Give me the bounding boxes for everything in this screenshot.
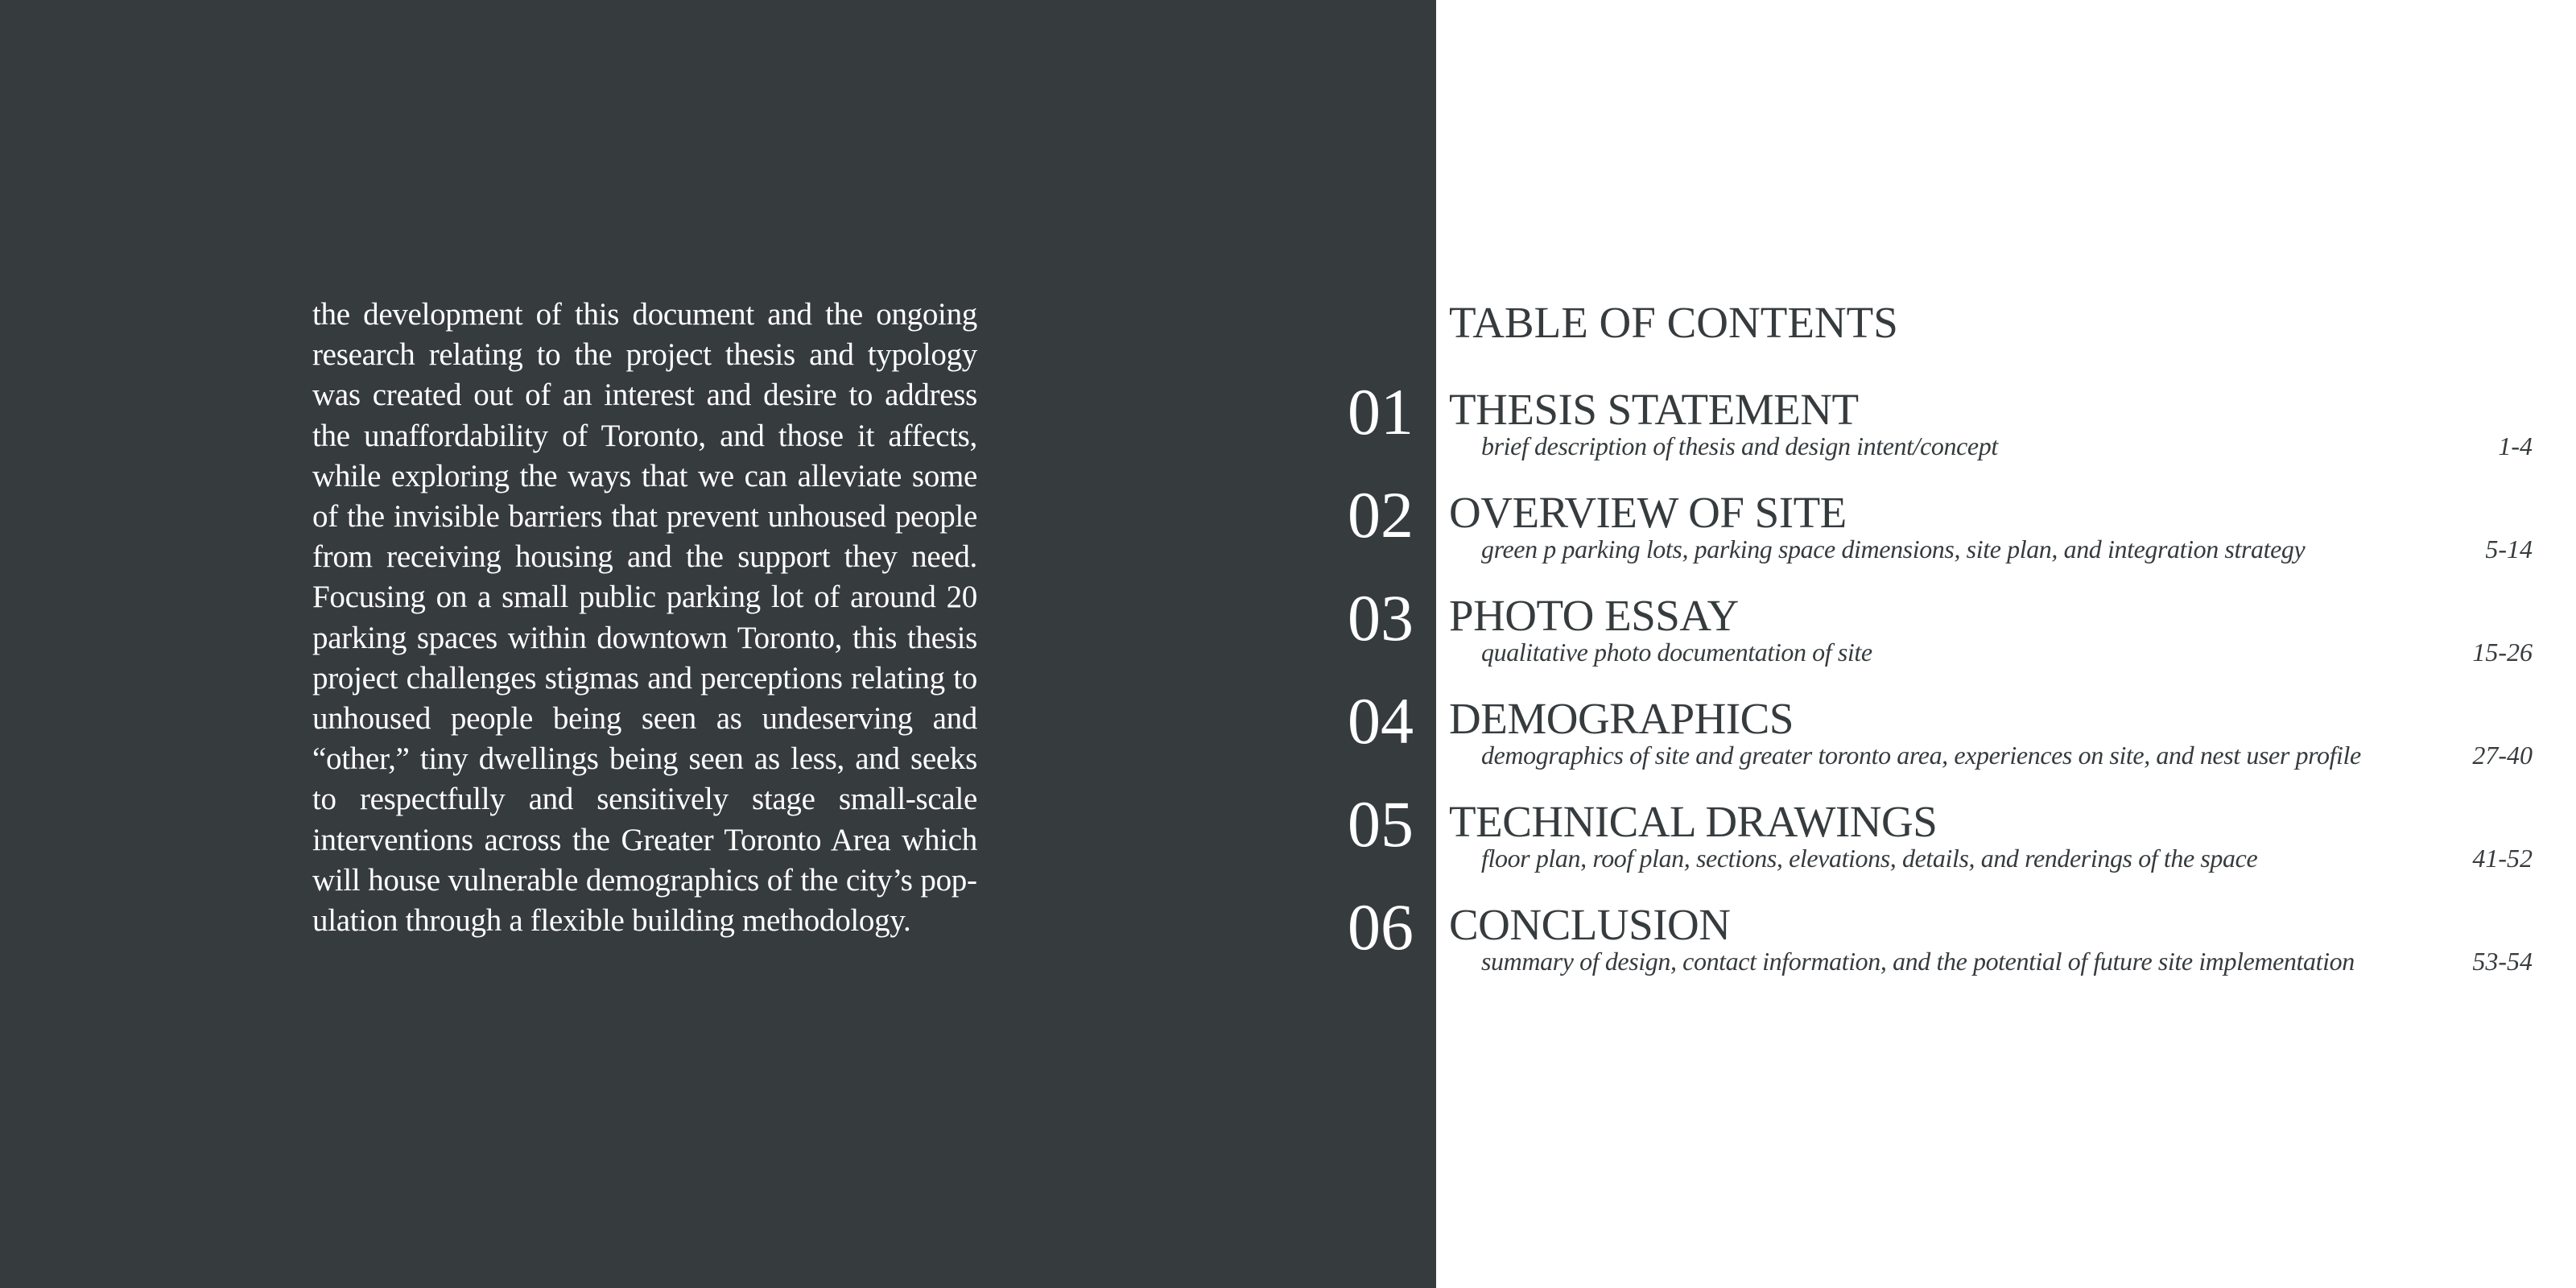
toc-entry-description: qualitative photo documentation of site xyxy=(1481,638,1872,667)
toc-entry-photo-essay[interactable] xyxy=(0,581,2576,684)
toc-entry-description: brief description of thesis and design intent/concept xyxy=(1481,431,1998,460)
toc-entry-number: 04 xyxy=(1348,684,1414,758)
toc-entry-heading: CONCLUSION xyxy=(1449,900,1731,949)
toc-entry-pages: 27-40 xyxy=(2472,741,2533,770)
toc-entry-number: 06 xyxy=(1348,890,1414,964)
toc-entry-heading: OVERVIEW OF SITE xyxy=(1449,488,1847,537)
toc-entry-pages: 53-54 xyxy=(2472,947,2533,976)
toc-entry-heading: TECHNICAL DRAWINGS xyxy=(1449,797,1938,846)
toc-entry-heading: THESIS STATEMENT xyxy=(1449,385,1859,434)
toc-entry-heading: DEMOGRAPHICS xyxy=(1449,694,1794,743)
toc-entry-pages: 5-14 xyxy=(2485,535,2533,564)
toc-entry-conclusion[interactable] xyxy=(0,890,2576,993)
table-of-contents-title: TABLE OF CONTENTS xyxy=(1449,298,1898,347)
intro-paragraph: the development of this document and the ongoing research relating to the project thesis and typology was created out of an interest and desire to address the unaffordability of Toronto, and those it affects, while exploring the ways that we can alleviate some of the invisible barriers that prevent unhoused people from receiving housing and the support they need. Focusing on a small public parking lot of around 20 parking spaces within downtown Toronto, this thesis project challenges stigmas and perceptions relating to unhoused people being seen as undeserving and “other,” tiny dwellings being seen as less, and seeks to respectfully and sensitively stage small-scale interventions across the Greater Toronto Area which will house vulnerable demographics of the city’s population through a flexible building methodology. xyxy=(312,297,977,939)
toc-entry-description: summary of design, contact information, and the potential of future site implementation xyxy=(1481,947,2355,976)
toc-entry-number: 05 xyxy=(1348,787,1414,861)
toc-entry-technical-drawings[interactable] xyxy=(0,787,2576,890)
toc-entry-number: 01 xyxy=(1348,375,1414,448)
toc-entry-pages: 41-52 xyxy=(2472,844,2533,873)
toc-entry-pages: 15-26 xyxy=(2472,638,2533,667)
toc-entry-number: 02 xyxy=(1348,478,1414,551)
toc-entry-description: floor plan, roof plan, sections, elevations, details, and renderings of the space xyxy=(1481,844,2258,873)
toc-entry-description: green p parking lots, parking space dimensions, site plan, and integration strategy xyxy=(1481,535,2306,564)
toc-entry-overview-of-site[interactable] xyxy=(0,478,2576,581)
toc-entry-demographics[interactable] xyxy=(0,684,2576,787)
toc-entry-pages: 1-4 xyxy=(2498,431,2533,460)
toc-entry-heading: PHOTO ESSAY xyxy=(1449,591,1739,640)
toc-entry-thesis-statement[interactable] xyxy=(0,375,2576,478)
toc-entry-description: demographics of site and greater toronto area, experiences on site, and nest user profile xyxy=(1481,741,2361,770)
toc-entry-number: 03 xyxy=(1348,581,1414,654)
